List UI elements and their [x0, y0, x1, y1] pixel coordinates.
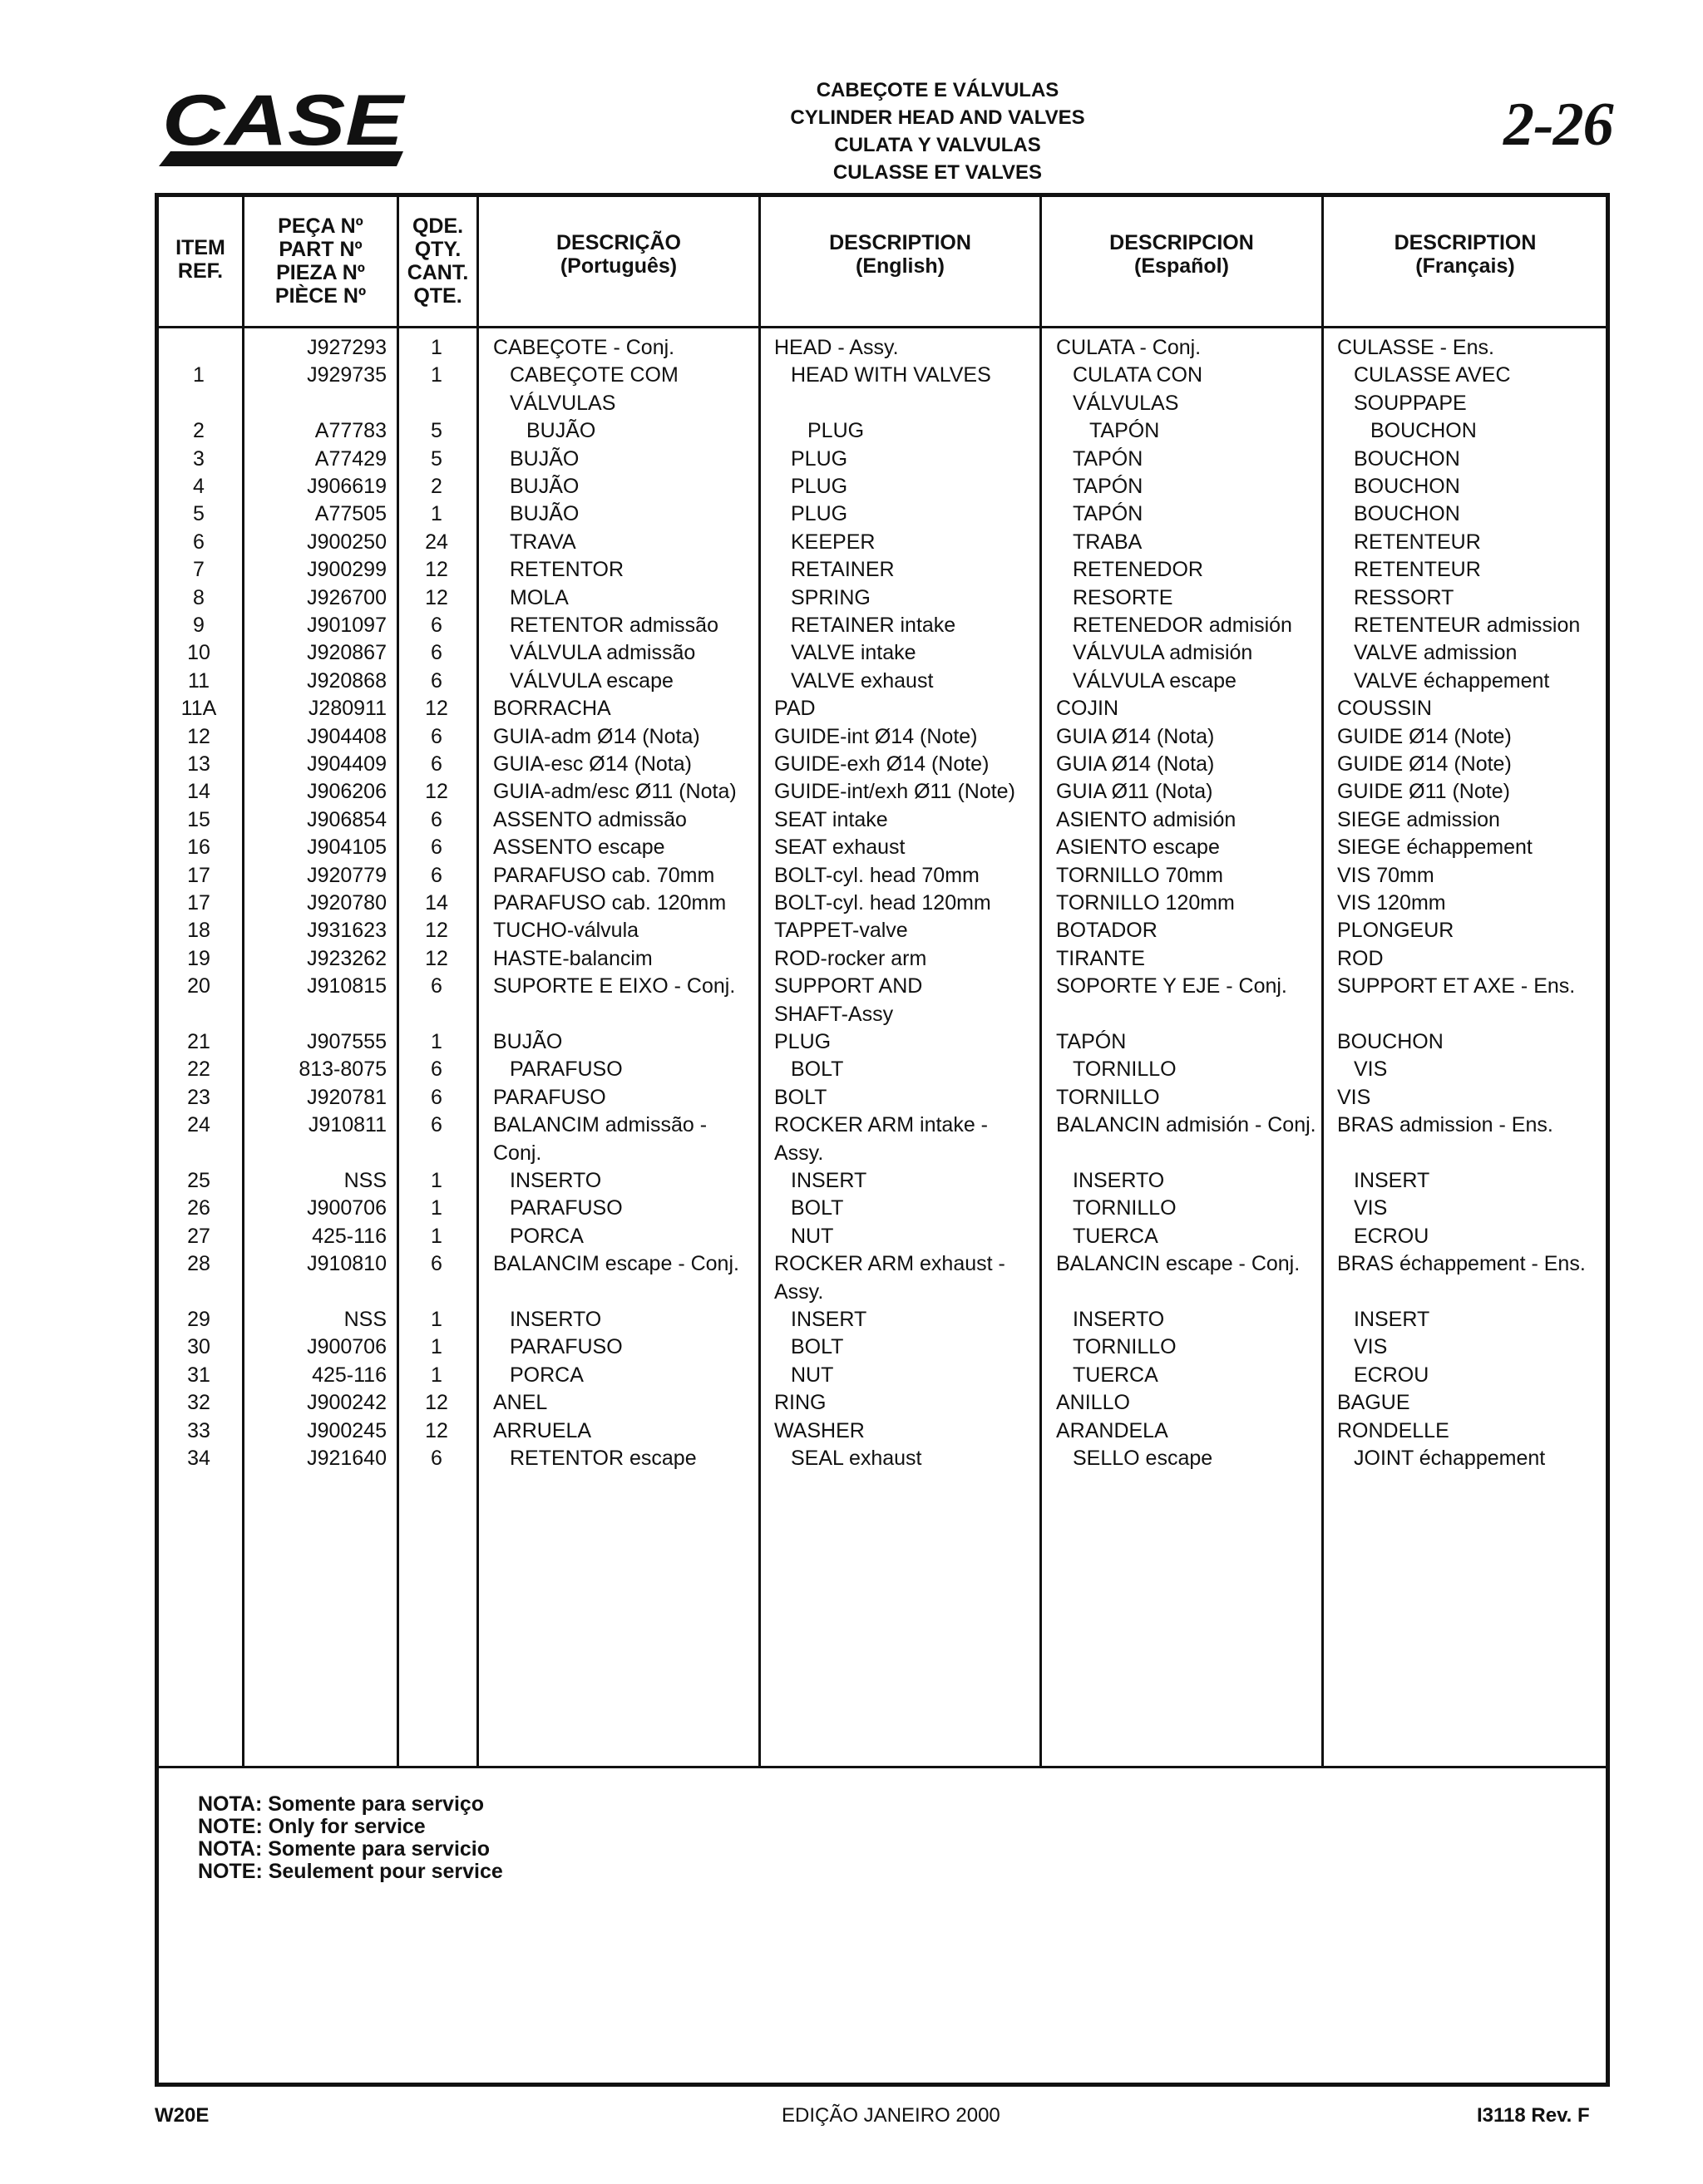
cell-pt: ARRUELA: [493, 1418, 592, 1442]
cell-qty: 1: [431, 363, 442, 387]
cell-pt: PARAFUSO: [510, 1196, 623, 1220]
cell-pt: BALANCIM escape - Conj.: [493, 1252, 739, 1276]
cell-part: J926700: [307, 585, 387, 609]
cell-en: BOLT: [791, 1057, 844, 1082]
cell-en: INSERT: [791, 1169, 867, 1192]
cell-part: J920780: [307, 891, 387, 915]
cell-en: PLUG: [774, 1030, 832, 1053]
cell-ref: 31: [187, 1363, 210, 1387]
footer-edition: EDIÇÃO JANEIRO 2000: [782, 2104, 1000, 2127]
title-line: CULASSE ET VALVES: [832, 161, 1043, 184]
column-divider: [1039, 193, 1042, 1768]
note-line: NOTA: Somente para serviço: [198, 1792, 485, 1816]
cell-part: J900245: [307, 1418, 387, 1442]
cell-es: ARANDELA: [1056, 1418, 1168, 1442]
cell-part: J900706: [307, 1196, 387, 1220]
cell-en: SEAL exhaust: [791, 1447, 922, 1470]
cell-en: BOLT: [791, 1335, 844, 1359]
cell-part: J900242: [307, 1391, 387, 1415]
cell-pt: GUIA-adm/esc Ø11 (Nota): [493, 780, 737, 804]
cell-qty: 6: [431, 863, 442, 887]
cell-en: SUPPORT AND: [774, 974, 923, 998]
cell-qty: 24: [425, 530, 448, 554]
cell-fr: VALVE admission: [1354, 641, 1518, 665]
cell-part: 813-8075: [299, 1057, 387, 1082]
header-quantity: QDE. QTY. CANT. QTE.: [407, 214, 469, 308]
cell-es: TORNILLO: [1056, 1085, 1160, 1109]
cell-qty: 12: [425, 558, 448, 582]
cell-ref: 18: [187, 919, 210, 943]
cell-es: BALANCIN escape - Conj.: [1056, 1252, 1301, 1276]
cell-ref: 26: [187, 1196, 210, 1220]
cell-en: SEAT exhaust: [774, 836, 906, 860]
cell-pt: TRAVA: [510, 530, 576, 554]
cell-part: J910810: [307, 1252, 387, 1276]
cell-es: TAPÓN: [1073, 446, 1143, 471]
cell-ref: 12: [187, 724, 210, 748]
cell-qty: 6: [431, 614, 442, 637]
cell-es: GUIA Ø14 (Nota): [1056, 724, 1215, 748]
cell-es: TUERCA: [1073, 1224, 1158, 1248]
cell-qty: 6: [431, 807, 442, 831]
cell-fr: INSERT: [1354, 1169, 1430, 1192]
cell-ref: 29: [187, 1308, 210, 1331]
cell-qty: 1: [431, 1308, 442, 1331]
cell-en: PAD: [774, 697, 816, 721]
cell-es: TORNILLO: [1073, 1335, 1177, 1359]
cell-es: CULATA - Conj.: [1056, 336, 1202, 359]
cell-fr: VIS: [1354, 1196, 1388, 1220]
cell-en: HEAD WITH VALVES: [791, 363, 991, 387]
cell-fr: BOUCHON: [1354, 475, 1460, 498]
cell-es: VÁLVULA admisión: [1073, 641, 1253, 665]
title-line: CYLINDER HEAD AND VALVES: [790, 106, 1085, 129]
cell-fr: JOINT échappement: [1354, 1447, 1546, 1470]
cell-qty: 1: [431, 336, 442, 359]
cell-pt: PARAFUSO cab. 70mm: [493, 863, 715, 887]
cell-fr: CULASSE AVEC: [1354, 363, 1511, 387]
cell-qty: 6: [431, 1252, 442, 1276]
cell-qty: 2: [431, 475, 442, 498]
cell-qty: 5: [431, 419, 442, 443]
cell-pt: INSERTO: [510, 1308, 602, 1331]
cell-es: TORNILLO: [1073, 1196, 1177, 1220]
cell-qty: 1: [431, 1335, 442, 1359]
cell-pt: BORRACHA: [493, 697, 611, 721]
cell-part: J920867: [307, 641, 387, 665]
cell-qty: 1: [431, 1363, 442, 1387]
cell-qty: 1: [431, 502, 442, 526]
cell-ref: 7: [193, 558, 205, 582]
cell-pt: BUJÃO: [510, 502, 580, 526]
cell-ref: 3: [193, 446, 205, 471]
cell-es: TAPÓN: [1056, 1030, 1127, 1053]
cell-ref: 34: [187, 1447, 210, 1470]
cell-qty: 6: [431, 724, 442, 748]
cell-en: ROCKER ARM intake -: [774, 1113, 989, 1137]
header-part-number: PEÇA Nº PART Nº PIEZA Nº PIÈCE Nº: [274, 214, 367, 308]
cell-part: J920779: [307, 863, 387, 887]
cell-es: CULATA CON: [1073, 363, 1203, 387]
cell-part: J900250: [307, 530, 387, 554]
cell-en: SPRING: [791, 585, 871, 609]
cell-part: J931623: [307, 919, 387, 943]
cell-fr: GUIDE Ø14 (Note): [1337, 724, 1512, 748]
cell-ref: 30: [187, 1335, 210, 1359]
cell-fr: BRAS échappement - Ens.: [1337, 1252, 1586, 1276]
cell-ref: 6: [193, 530, 205, 554]
service-notes: [198, 1793, 503, 1883]
cell-fr: SIEGE échappement: [1337, 836, 1533, 860]
cell-pt: MOLA: [510, 585, 569, 609]
cell-qty: 12: [425, 585, 448, 609]
cell-part: J280911: [308, 697, 387, 721]
note-line: NOTE: Only for service: [198, 1815, 426, 1838]
cell-part: J907555: [307, 1030, 387, 1053]
cell-en: RETAINER intake: [791, 614, 956, 637]
cell-qty: 1: [431, 1224, 442, 1248]
cell-ref: 22: [187, 1057, 210, 1082]
cell-en: VALVE exhaust: [791, 668, 934, 693]
cell-en: WASHER: [774, 1418, 865, 1442]
cell-en: KEEPER: [791, 530, 876, 554]
cell-en: INSERT: [791, 1308, 867, 1331]
cell-fr: BOUCHON: [1370, 419, 1477, 443]
cell-es: RETENEDOR: [1073, 558, 1203, 582]
cell-en: PLUG: [791, 446, 848, 471]
cell-pt: INSERTO: [510, 1169, 602, 1192]
cell-es: GUIA Ø11 (Nota): [1056, 780, 1213, 804]
cell-es: COJIN: [1056, 697, 1118, 721]
cell-qty: 6: [431, 1447, 442, 1470]
cell-fr: RETENTEUR: [1354, 558, 1481, 582]
cell-part: J927293: [307, 336, 387, 359]
cell-en: SEAT intake: [774, 807, 888, 831]
cell-part: J910811: [308, 1113, 387, 1137]
cell-qty: 6: [431, 668, 442, 693]
cell-en: Assy.: [774, 1279, 824, 1304]
cell-part: 425-116: [312, 1224, 387, 1248]
cell-qty: 6: [431, 752, 442, 776]
cell-qty: 6: [431, 836, 442, 860]
cell-es: TAPÓN: [1073, 502, 1143, 526]
cell-ref: 11: [188, 668, 210, 693]
cell-ref: 27: [187, 1224, 210, 1248]
cell-qty: 14: [425, 891, 448, 915]
cell-ref: 5: [193, 502, 205, 526]
cell-fr: VIS 120mm: [1337, 891, 1446, 915]
cell-ref: 21: [187, 1030, 210, 1053]
cell-fr: CULASSE - Ens.: [1337, 336, 1494, 359]
cell-pt: ASSENTO escape: [493, 836, 665, 860]
cell-ref: 16: [187, 836, 210, 860]
cell-pt: SUPORTE E EIXO - Conj.: [493, 974, 736, 998]
cell-ref: 4: [193, 475, 205, 498]
cell-ref: 19: [187, 946, 210, 970]
cell-en: ROCKER ARM exhaust -: [774, 1252, 1005, 1276]
cell-pt: PARAFUSO: [510, 1057, 623, 1082]
cell-es: INSERTO: [1073, 1308, 1165, 1331]
document-title: [732, 76, 1143, 186]
cell-part: J900299: [307, 558, 387, 582]
cell-pt: PARAFUSO cab. 120mm: [493, 891, 727, 915]
cell-es: BOTADOR: [1056, 919, 1158, 943]
cell-pt: BUJÃO: [493, 1030, 563, 1053]
cell-ref: 33: [187, 1418, 210, 1442]
cell-fr: RETENTEUR: [1354, 530, 1481, 554]
cell-part: J920781: [307, 1085, 387, 1109]
cell-pt: VÁLVULAS: [510, 391, 616, 415]
cell-pt: TUCHO-válvula: [493, 919, 639, 943]
cell-fr: VIS: [1337, 1085, 1371, 1109]
cell-part: J904409: [307, 752, 387, 776]
cell-fr: SUPPORT ET AXE - Ens.: [1337, 974, 1576, 998]
cell-part: J900706: [307, 1335, 387, 1359]
cell-es: ANILLO: [1056, 1391, 1130, 1415]
cell-part: A77429: [314, 446, 387, 471]
cell-fr: VIS 70mm: [1337, 863, 1434, 887]
cell-en: GUIDE-exh Ø14 (Note): [774, 752, 990, 776]
cell-part: 425-116: [312, 1363, 387, 1387]
cell-ref: 15: [187, 807, 210, 831]
cell-en: BOLT: [791, 1196, 844, 1220]
note-line: NOTA: Somente para servicio: [198, 1837, 491, 1861]
header-description-en: DESCRIPTION (English): [829, 231, 971, 278]
cell-ref: 28: [187, 1252, 210, 1276]
case-logo-graphic: [154, 83, 416, 175]
cell-qty: 1: [431, 1196, 442, 1220]
note-line: NOTE: Seulement pour service: [198, 1860, 503, 1883]
cell-en: SHAFT-Assy: [774, 1002, 894, 1026]
cell-es: TUERCA: [1073, 1363, 1158, 1387]
cell-es: VÁLVULA escape: [1073, 668, 1237, 693]
header-divider: [155, 326, 1610, 328]
cell-pt: RETENTOR: [510, 558, 624, 582]
cell-part: J921640: [307, 1447, 387, 1470]
cell-qty: 5: [431, 446, 442, 471]
cell-ref: 9: [193, 614, 205, 637]
header-description-pt: DESCRIÇÃO (Português): [555, 231, 681, 278]
cell-pt: BUJÃO: [510, 475, 580, 498]
cell-fr: COUSSIN: [1337, 697, 1432, 721]
cell-qty: 1: [431, 1169, 442, 1192]
cell-pt: HASTE-balancim: [493, 946, 653, 970]
cell-en: BOLT-cyl. head 70mm: [774, 863, 980, 887]
cell-part: J929735: [307, 363, 387, 387]
cell-en: RETAINER: [791, 558, 895, 582]
cell-ref: 25: [187, 1169, 210, 1192]
cell-ref: 11A: [180, 697, 217, 721]
cell-es: SOPORTE Y EJE - Conj.: [1056, 974, 1287, 998]
cell-fr: VIS: [1354, 1335, 1388, 1359]
cell-pt: ASSENTO admissão: [493, 807, 687, 831]
footer-revision: I3118 Rev. F: [1477, 2104, 1590, 2127]
cell-qty: 12: [425, 780, 448, 804]
column-divider: [758, 193, 761, 1768]
cell-fr: BOUCHON: [1354, 502, 1460, 526]
cell-fr: SIEGE admission: [1337, 807, 1500, 831]
logo-text: CASE: [162, 83, 407, 160]
cell-pt: RETENTOR admissão: [510, 614, 718, 637]
cell-pt: VÁLVULA admissão: [510, 641, 696, 665]
cell-ref: 1: [193, 363, 205, 387]
cell-pt: PORCA: [510, 1224, 584, 1248]
cell-fr: GUIDE Ø14 (Note): [1337, 752, 1512, 776]
cell-en: Assy.: [774, 1141, 824, 1165]
cell-es: TAPÓN: [1089, 419, 1160, 443]
cell-pt: BUJÃO: [510, 446, 580, 471]
cell-es: GUIA Ø14 (Nota): [1056, 752, 1215, 776]
cell-ref: 10: [187, 641, 210, 665]
notes-divider: [155, 1766, 1610, 1768]
cell-fr: BOUCHON: [1337, 1030, 1444, 1053]
cell-qty: 12: [425, 1391, 448, 1415]
cell-es: ASIENTO admisión: [1056, 807, 1237, 831]
cell-en: NUT: [791, 1224, 834, 1248]
cell-part: NSS: [343, 1308, 387, 1331]
cell-qty: 6: [431, 641, 442, 665]
cell-ref: 14: [187, 780, 210, 804]
cell-es: RESORTE: [1073, 585, 1173, 609]
cell-fr: ECROU: [1354, 1363, 1429, 1387]
cell-es: TORNILLO 70mm: [1056, 863, 1223, 887]
cell-pt: CABEÇOTE - Conj.: [493, 336, 675, 359]
cell-pt: PARAFUSO: [510, 1335, 623, 1359]
cell-part: NSS: [343, 1169, 387, 1192]
cell-ref: 17: [187, 863, 210, 887]
title-line: CABEÇOTE E VÁLVULAS: [816, 79, 1059, 101]
cell-part: J920868: [307, 668, 387, 693]
cell-es: RETENEDOR admisión: [1073, 614, 1292, 637]
cell-fr: BAGUE: [1337, 1391, 1410, 1415]
cell-en: NUT: [791, 1363, 834, 1387]
cell-fr: VIS: [1354, 1057, 1388, 1082]
cell-qty: 12: [425, 946, 448, 970]
cell-fr: GUIDE Ø11 (Note): [1337, 780, 1510, 804]
cell-fr: INSERT: [1354, 1308, 1430, 1331]
cell-qty: 12: [425, 1418, 448, 1442]
cell-es: TORNILLO 120mm: [1056, 891, 1235, 915]
case-logo: [154, 83, 416, 175]
cell-es: SELLO escape: [1073, 1447, 1213, 1470]
cell-es: TRABA: [1073, 530, 1143, 554]
cell-qty: 1: [431, 1030, 442, 1053]
header-item-ref: ITEM REF.: [175, 236, 225, 283]
cell-pt: VÁLVULA escape: [510, 668, 674, 693]
cell-fr: BRAS admission - Ens.: [1337, 1113, 1553, 1137]
cell-pt: ANEL: [493, 1391, 548, 1415]
cell-qty: 12: [425, 697, 448, 721]
cell-es: TORNILLO: [1073, 1057, 1177, 1082]
cell-part: A77505: [314, 502, 387, 526]
cell-part: J923262: [307, 946, 387, 970]
cell-pt: GUIA-esc Ø14 (Nota): [493, 752, 692, 776]
cell-part: J904105: [307, 836, 387, 860]
cell-en: BOLT: [774, 1085, 827, 1109]
cell-part: J910815: [307, 974, 387, 998]
cell-es: BALANCIN admisión - Conj.: [1056, 1113, 1316, 1137]
cell-ref: 23: [187, 1085, 210, 1109]
cell-qty: 12: [425, 919, 448, 943]
column-divider: [476, 193, 479, 1768]
cell-ref: 32: [187, 1391, 210, 1415]
cell-qty: 6: [431, 974, 442, 998]
cell-en: GUIDE-int/exh Ø11 (Note): [774, 780, 1015, 804]
cell-fr: ROD: [1337, 946, 1384, 970]
cell-en: BOLT-cyl. head 120mm: [774, 891, 991, 915]
cell-pt: RETENTOR escape: [510, 1447, 697, 1470]
cell-fr: RONDELLE: [1337, 1418, 1449, 1442]
cell-ref: 17: [187, 891, 210, 915]
cell-pt: PORCA: [510, 1363, 584, 1387]
title-line: CULATA Y VALVULAS: [834, 134, 1041, 156]
cell-ref: 8: [193, 585, 205, 609]
cell-ref: 13: [187, 752, 210, 776]
cell-pt: PARAFUSO: [493, 1085, 606, 1109]
cell-en: PLUG: [791, 475, 848, 498]
cell-en: PLUG: [791, 502, 848, 526]
cell-en: ROD-rocker arm: [774, 946, 927, 970]
page-number: 2-26: [1503, 91, 1613, 159]
cell-qty: 6: [431, 1057, 442, 1082]
cell-fr: RETENTEUR admission: [1354, 614, 1581, 637]
column-divider: [1321, 193, 1324, 1768]
cell-fr: VALVE échappement: [1354, 668, 1550, 693]
cell-es: TIRANTE: [1056, 946, 1145, 970]
cell-fr: PLONGEUR: [1337, 919, 1454, 943]
cell-part: A77783: [314, 419, 387, 443]
cell-en: TAPPET-valve: [774, 919, 908, 943]
cell-en: HEAD - Assy.: [774, 336, 899, 359]
cell-ref: 24: [187, 1113, 210, 1137]
cell-pt: GUIA-adm Ø14 (Nota): [493, 724, 700, 748]
header-description-es: DESCRIPCION (Español): [1109, 231, 1254, 278]
cell-qty: 6: [431, 1085, 442, 1109]
cell-ref: 2: [193, 419, 205, 443]
cell-en: VALVE intake: [791, 641, 916, 665]
footer-model: W20E: [155, 2104, 210, 2127]
cell-part: J906206: [307, 780, 387, 804]
header-description-fr: DESCRIPTION (Français): [1394, 231, 1537, 278]
cell-es: VÁLVULAS: [1073, 391, 1179, 415]
cell-pt: CABEÇOTE COM: [510, 363, 679, 387]
cell-pt: Conj.: [493, 1141, 542, 1165]
cell-ref: 20: [187, 974, 210, 998]
cell-part: J906619: [307, 475, 387, 498]
cell-es: TAPÓN: [1073, 475, 1143, 498]
cell-part: J904408: [307, 724, 387, 748]
cell-en: RING: [774, 1391, 827, 1415]
cell-en: GUIDE-int Ø14 (Note): [774, 724, 978, 748]
cell-en: PLUG: [807, 419, 865, 443]
cell-es: ASIENTO escape: [1056, 836, 1220, 860]
cell-fr: SOUPPAPE: [1354, 391, 1467, 415]
cell-fr: ECROU: [1354, 1224, 1429, 1248]
cell-qty: 6: [431, 1113, 442, 1137]
cell-pt: BUJÃO: [526, 419, 596, 443]
cell-es: INSERTO: [1073, 1169, 1165, 1192]
cell-fr: RESSORT: [1354, 585, 1454, 609]
cell-pt: BALANCIM admissão -: [493, 1113, 708, 1137]
cell-part: J901097: [307, 614, 387, 637]
cell-fr: BOUCHON: [1354, 446, 1460, 471]
cell-part: J906854: [307, 807, 387, 831]
